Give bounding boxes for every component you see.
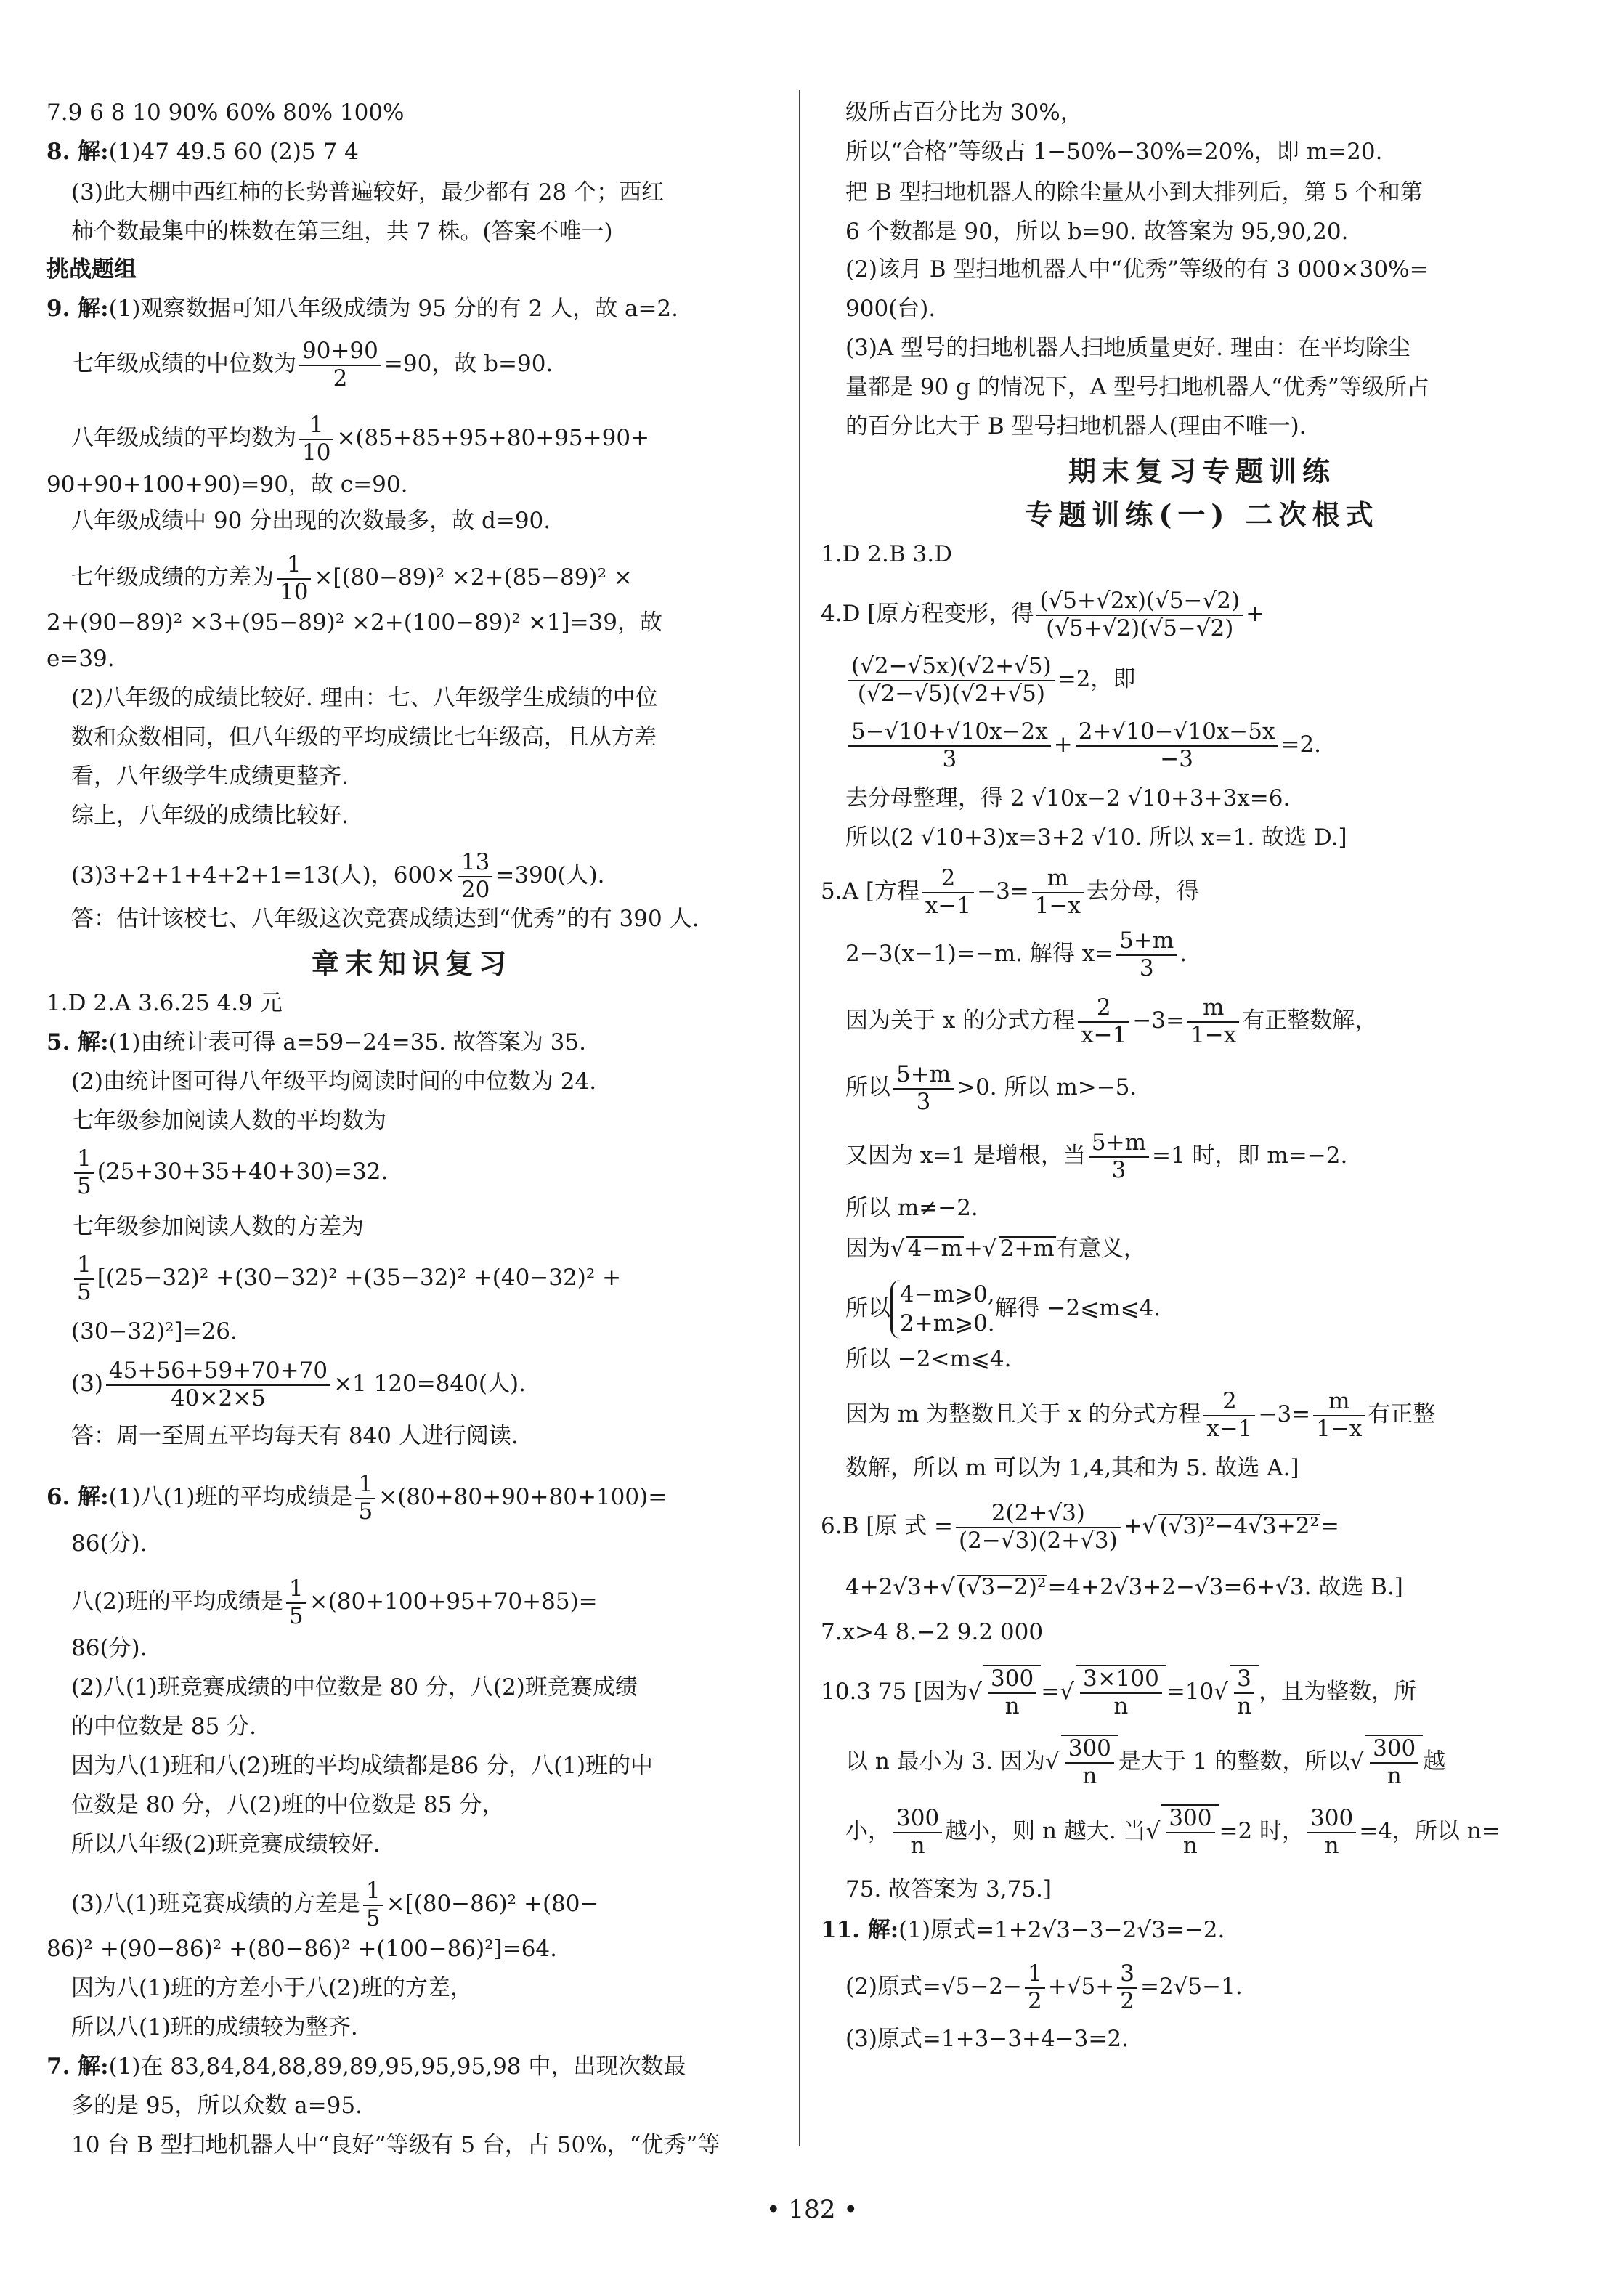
answer-line: (2)八(1)班竞赛成绩的中位数是 80 分，八(2)班竞赛成绩 (71, 1674, 638, 1700)
section-heading: 章末知识复习 (311, 947, 512, 980)
answer-line: 11. 解:(1)原式=1+2√3−3−2√3=−2. (821, 1917, 1225, 1943)
answer-line: e=39. (46, 646, 115, 672)
answer-line: $\frac{1}{5}$ [(25−32)² +(30−32)² +(35−32)² +(40−32)² + (46, 1252, 621, 1305)
radical (1365, 1735, 1423, 1789)
answer-line: 去分母整理，得 2 √10x−2 √10+3+3x=6. (845, 785, 1291, 811)
radical (983, 1665, 1041, 1719)
fraction: $\frac{5-√10+√10x-2x}{3}$ (848, 719, 1051, 772)
answer-line: $\frac{1}{5}$ (25+30+35+40+30)=32. (46, 1146, 388, 1199)
answer-line: 所以八(1)班的成绩较为整齐. (71, 2014, 358, 2040)
answer-line: 7.x>4 8.−2 9.2 000 (821, 1619, 1044, 1645)
answer-line: 7.9 6 8 10 90% 60% 80% 100% (46, 100, 405, 126)
answer-line: 10 台 B 型扫地机器人中“良好”等级有 5 台，占 50%，“优秀”等 (71, 2132, 720, 2158)
answer-line: 所以 m≠−2. (845, 1195, 978, 1221)
answer-line: 柿个数最集中的株数在第三组，共 7 株。(答案不唯一) (71, 219, 613, 245)
answer-line: (3)A 型号的扫地机器人扫地质量更好. 理由：在平均除尘 (845, 335, 1410, 361)
answer-line: 八年级成绩中 90 分出现的次数最多，故 d=90. (71, 508, 551, 534)
answer-line: 6.B [原 式 = $\frac{2(2+√3)}{(2-√3)(2+√3)}$ +√ (√3)²−4√3+2²= (821, 1500, 1339, 1554)
fraction: $\frac{5+m}{3}$ (1089, 1130, 1149, 1183)
answer-line: 86)² +(90−86)² +(80−86)² +(100−86)²]=64. (46, 1936, 557, 1962)
answer-line: 所以 −2<m⩽4. (845, 1346, 1012, 1372)
fraction: $\frac{300}{n}$ (1166, 1806, 1214, 1859)
fraction: $\frac{1}{5}$ (363, 1878, 383, 1931)
radical: 2+m (999, 1236, 1055, 1262)
equation-system: 4−m⩾0, 2+m⩾0. (890, 1280, 995, 1339)
fraction: $\frac{300}{n}$ (893, 1806, 942, 1859)
answer-line: (2)该月 B 型扫地机器人中“优秀”等级的有 3 000×30%= (845, 256, 1429, 283)
fraction: $\frac{1}{2}$ (1025, 1961, 1045, 2014)
answer-line: 7. 解:(1)在 83,84,84,88,89,89,95,95,95,98 中，出现次数最 (46, 2053, 686, 2080)
fraction: $\frac{3}{2}$ (1117, 1961, 1137, 2014)
answer-line: 因为 m 为整数且关于 x 的分式方程 $\frac{2}{x-1}$ −3= $\frac{m}{1-x}$ 有正整 (845, 1388, 1436, 1442)
answer-line: (2)八年级的成绩比较好. 理由：七、八年级学生成绩的中位 (71, 685, 658, 711)
fraction: $\frac{3\times 100}{n}$ (1080, 1666, 1162, 1719)
answer-line: 七年级参加阅读人数的方差为 (71, 1214, 364, 1240)
answer-line: 86(分). (71, 1635, 147, 1661)
answer-line: 4.D [原方程变形，得 $\frac{(√5+√2x)(√5-√2)}{(√5+√2)(√5-√2)}$ + (821, 588, 1265, 641)
fraction: $\frac{2}{x-1}$ (922, 866, 974, 919)
answer-line: 级所占百分比为 30%， (845, 100, 1083, 126)
fraction: $\frac{1}{5}$ (355, 1472, 375, 1525)
answer-line: 量都是 90 g 的情况下，A 型号扫地机器人“优秀”等级所占 (845, 374, 1429, 400)
answer-line: 数和众数相同，但八年级的平均成绩比七年级高，且从方差 (71, 724, 657, 750)
answer-line: 9. 解:(1)观察数据可知八年级成绩为 95 分的有 2 人，故 a=2. (46, 296, 678, 322)
answer-line: 七年级参加阅读人数的平均数为 (71, 1108, 386, 1134)
answer-line: 八(2)班的平均成绩是 $\frac{1}{5}$ ×(80+100+95+70+85)= (71, 1576, 598, 1629)
answer-line: 数解，所以 m 可以为 1,4,其和为 5. 故选 A.] (845, 1455, 1299, 1481)
fraction: $\frac{(√2-√5x)(√2+√5)}{(√2-√5)(√2+√5)}$ (848, 654, 1055, 707)
answer-line: 5.A [方程 $\frac{2}{x-1}$ −3= $\frac{m}{1-x}$ 去分母，得 (821, 865, 1199, 919)
radical: 4−m (907, 1236, 962, 1262)
answer-line: 1.D 2.B 3.D (821, 541, 952, 567)
answer-line: 因为八(1)班的方差小于八(2)班的方差， (71, 1975, 473, 2001)
fraction: $\frac{90+90}{2}$ (299, 338, 381, 392)
fraction: $\frac{300}{n}$ (988, 1666, 1036, 1719)
answer-line: (30−32)²]=26. (71, 1318, 237, 1345)
answer-line: 8. 解:(1)47 49.5 60 (2)5 7 4 (46, 139, 359, 165)
answer-line: 位数是 80 分，八(2)班的中位数是 85 分， (71, 1792, 505, 1818)
fraction: $\frac{300}{n}$ (1307, 1806, 1356, 1859)
fraction: $\frac{300}{n}$ (1065, 1736, 1114, 1789)
fraction: $\frac{2(2+√3)}{(2-√3)(2+√3)}$ (956, 1501, 1121, 1554)
answer-line: 90+90+100+90)=90，故 c=90. (46, 471, 408, 498)
answer-line: 因为√ 4−m+√ 2+m有意义， (845, 1236, 1146, 1262)
fraction: $\frac{1}{10}$ (299, 413, 333, 466)
fraction: $\frac{1}{10}$ (277, 552, 311, 605)
answer-line: (2)原式=√5−2− $\frac{1}{2}$ +√5+ $\frac{3}{2}$ =2√5−1. (845, 1960, 1243, 2014)
fraction: $\frac{1}{5}$ (286, 1576, 306, 1629)
answer-line: 七年级成绩的中位数为 $\frac{90+90}{2}$ =90，故 b=90. (71, 338, 553, 392)
fraction: $\frac{45+56+59+70+70}{40\times 2\times 5}$ (106, 1358, 330, 1411)
answer-line: 5. 解:(1)由统计表可得 a=59−24=35. 故答案为 35. (46, 1029, 586, 1055)
fraction: $\frac{2}{x-1}$ (1203, 1389, 1255, 1442)
answer-line: 综上，八年级的成绩比较好. (71, 803, 349, 829)
radical (1061, 1735, 1118, 1789)
radical (1230, 1665, 1259, 1719)
fraction: $\frac{5+m}{3}$ (1116, 928, 1177, 981)
answer-line: 2+(90−89)² ×3+(95−89)² ×2+(100−89)² ×1]=39，故 (46, 609, 662, 636)
fraction: $\frac{m}{1-x}$ (1313, 1389, 1365, 1442)
answer-line: 小， $\frac{300}{n}$ 越小，则 n 越大. 当√ $\frac{300}{n}$ =2 时， $\frac{300}{n}$ =4，所以 n= (845, 1805, 1501, 1859)
answer-line: (2)由统计图可得八年级平均阅读时间的中位数为 24. (71, 1068, 597, 1095)
answer-line: 2−3(x−1)=−m. 解得 x= $\frac{5+m}{3}$ . (845, 928, 1187, 981)
answer-line: (3) $\frac{45+56+59+70+70}{40\times 2\times 5}$ ×1 120=840(人). (71, 1358, 526, 1411)
answer-line: 所以 4−m⩾0, 2+m⩾0. 解得 −2⩽m⩽4. (821, 1280, 1161, 1339)
answer-line: 6 个数都是 90，所以 b=90. 故答案为 95,90,20. (845, 219, 1349, 245)
answer-line: 以 n 最小为 3. 因为√ $\frac{300}{n}$ 是大于 1 的整数，所以√ $\frac{300}{n}$ 越 (845, 1735, 1446, 1789)
answer-line: 75. 故答案为 3,75.] (845, 1876, 1052, 1902)
fraction: $\frac{m}{1-x}$ (1187, 995, 1239, 1048)
answer-line: 所以(2 √10+3)x=3+2 √10. 所以 x=1. 故选 D.] (845, 824, 1347, 851)
answer-line: 86(分). (71, 1530, 147, 1557)
answer-line: (3)原式=1+3−3+4−3=2. (845, 2026, 1129, 2052)
answer-line: 的百分比大于 B 型号扫地机器人(理由不唯一). (845, 413, 1307, 439)
fraction: $\frac{2}{x-1}$ (1078, 995, 1129, 1048)
answer-line: (3)此大棚中西红柿的长势普遍较好，最少都有 28 个；西红 (71, 179, 665, 206)
fraction: $\frac{13}{20}$ (458, 850, 492, 903)
answer-line: 的中位数是 85 分. (71, 1714, 257, 1740)
answer-line: $\frac{(√2-√5x)(√2+√5)}{(√2-√5)(√2+√5)}$ =2，即 (821, 654, 1135, 707)
answer-line: 把 B 型扫地机器人的除尘量从小到大排列后，第 5 个和第 (845, 179, 1423, 206)
answer-line: (3)八(1)班竞赛成绩的方差是 $\frac{1}{5}$ ×[(80−86)² +(80− (71, 1878, 599, 1931)
section-subheading: 专题训练(一) 二次根式 (1025, 498, 1379, 531)
page-number: • 182 • (766, 2195, 858, 2224)
answer-line: 八年级成绩的平均数为 $\frac{1}{10}$ ×(85+85+95+80+95+90+ (71, 412, 650, 466)
answer-line: 900(台). (845, 296, 936, 322)
radical: (√3)²−4√3+2² (1159, 1513, 1319, 1540)
answer-line: 看，八年级学生成绩更整齐. (71, 763, 349, 790)
answer-line: 10.3 75 [因为√ $\frac{300}{n}$ =√ $\frac{3\times 100}{n}$ =10√ $\frac{3}{n}$ ，且为整数，所 (821, 1666, 1416, 1719)
radical: (√3−2)² (957, 1574, 1047, 1600)
fraction: $\frac{(√5+√2x)(√5-√2)}{(√5+√2)(√5-√2)}$ (1036, 588, 1243, 641)
answer-line: (3)3+2+1+4+2+1=13(人)，600× $\frac{13}{20}$ =390(人). (71, 849, 605, 903)
answer-line: 因为关于 x 的分式方程 $\frac{2}{x-1}$ −3= $\frac{m}{1-x}$ 有正整数解， (845, 994, 1378, 1048)
answer-line: 所以“合格”等级占 1−50%−30%=20%，即 m=20. (845, 139, 1383, 165)
answer-line: 6. 解:(1)八(1)班的平均成绩是 $\frac{1}{5}$ ×(80+80+90+80+100)= (46, 1471, 667, 1525)
radical (1076, 1665, 1166, 1719)
answer-line: 1.D 2.A 3.6.25 4.9 元 (46, 990, 283, 1016)
fraction: $\frac{2+√10-√10x-5x}{-3}$ (1076, 719, 1278, 772)
answer-line: $\frac{5-√10+√10x-2x}{3}$ + $\frac{2+√10-√10x-5x}{-3}$ =2. (821, 719, 1321, 772)
section-label: 挑战题组 (46, 256, 137, 283)
answer-line: 答：估计该校七、八年级这次竞赛成绩达到“优秀”的有 390 人. (71, 906, 699, 932)
answer-line: 答：周一至周五平均每天有 840 人进行阅读. (71, 1423, 519, 1449)
section-heading: 期末复习专题训练 (1068, 455, 1336, 487)
fraction: $\frac{300}{n}$ (1370, 1736, 1418, 1789)
answer-line: 所以 $\frac{5+m}{3}$ >0. 所以 m>−5. (845, 1061, 1137, 1115)
column-divider (799, 90, 800, 2146)
answer-line: 因为八(1)班和八(2)班的平均成绩都是86 分，八(1)班的中 (71, 1753, 654, 1779)
fraction: $\frac{1}{5}$ (74, 1146, 94, 1199)
fraction: $\frac{m}{1-x}$ (1032, 866, 1084, 919)
fraction: $\frac{5+m}{3}$ (893, 1062, 954, 1115)
answer-line: 又因为 x=1 是增根，当 $\frac{5+m}{3}$ =1 时，即 m=−2. (845, 1130, 1348, 1183)
answer-line: 4+2√3+√ (√3−2)²=4+2√3+2−√3=6+√3. 故选 B.] (845, 1574, 1403, 1600)
radical (1161, 1804, 1219, 1859)
answer-line: 所以八年级(2)班竞赛成绩较好. (71, 1831, 381, 1857)
answer-line: 七年级成绩的方差为 $\frac{1}{10}$ ×[(80−89)² ×2+(85−89)² × (71, 551, 633, 605)
answer-line: 多的是 95，所以众数 a=95. (71, 2093, 362, 2119)
fraction: $\frac{3}{n}$ (1234, 1666, 1254, 1719)
fraction: $\frac{1}{5}$ (74, 1252, 94, 1305)
